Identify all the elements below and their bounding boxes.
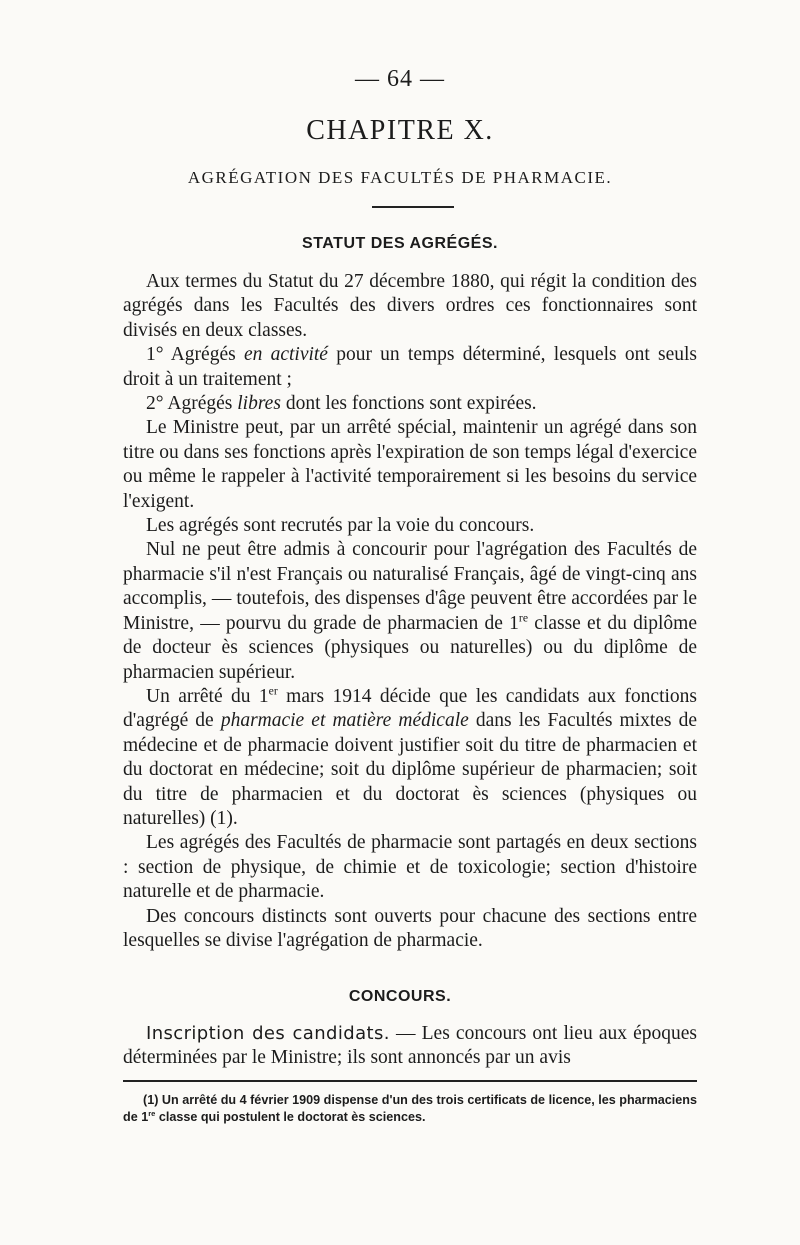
list-number: 1° <box>146 344 164 366</box>
paragraph-9: Des concours distincts sont ouverts pour chacune des sections entre lesquelles se divise l'agrégation de pharmacie. <box>123 905 697 951</box>
body-block-concours <box>123 1022 697 1071</box>
run-in-heading: Inscription des candidats. <box>146 1023 390 1044</box>
emphasis-text: libres <box>237 393 281 415</box>
paragraph-5: Les agrégés sont recrutés par la voie du concours. <box>146 515 535 537</box>
emphasis-text: en activité <box>243 344 328 366</box>
footnote: (1) Un arrêté du 4 février 1909 dispense d'un des trois certificats de licence, les pharmaciens de 1re classe qui postulent le doctorat ès sciences. <box>123 1093 697 1124</box>
paragraph-4: Le Ministre peut, par un arrêté spécial, maintenir un agrégé dans son titre ou dans ses fonctions après l'expiration de son temps légal d'exercice ou même le rappeler à l'activité temporairement si les besoins du service l'exigent. <box>123 417 697 512</box>
paragraph-6: Nul ne peut être admis à concourir pour l'agrégation des Facultés de pharmacie s'il n'est Français ou naturalisé Français, âgé de vingt-cinq ans accomplis, — toutefois, des dispenses d'âge peuvent être accordées par le Ministre, — pourvu du grade de pharmacien de 1re classe et du diplôme de docteur ès sciences (physiques ou naturelles) ou du diplôme de pharmacien supérieur. <box>123 539 698 683</box>
paragraph-3: 2° Agrégés libres dont les fonctions sont expirées. <box>146 393 537 415</box>
paragraph-7: Un arrêté du 1er mars 1914 décide que les candidats aux fonctions d'agrégé de pharmacie et matière médicale dans les Facultés mixtes de médecine et de pharmacie doivent justifier soit du titre de pharmacien et du doctorat en médecine; soit du diplôme supérieur de pharmacien; soit du titre de pharmacien et du doctorat ès sciences (physiques ou naturelles) (1). <box>123 684 698 829</box>
paragraph-10: Inscription des candidats. — Les concours ont lieu aux époques déterminées par le Ministre; ils sont annoncés par un avis <box>123 1023 697 1069</box>
page-number: — 64 — <box>355 66 445 92</box>
chapter-subtitle: AGRÉGATION DES FACULTÉS DE PHARMACIE. <box>187 168 613 187</box>
title-divider <box>372 206 454 208</box>
body-block-statut <box>123 270 697 953</box>
emphasis-text: pharmacie et matière médicale <box>220 710 469 732</box>
paragraph-1: Aux termes du Statut du 27 décembre 1880, qui régit la condition des agrégés dans les Facultés des divers ordres ces fonctionnaires sont divisés en deux classes. <box>123 271 697 341</box>
section-heading-statut: STATUT DES AGRÉGÉS. <box>302 235 498 252</box>
paragraph-2: 1° Agrégés en activité pour un temps déterminé, lesquels ont seuls droit à un traitement ; <box>123 344 697 390</box>
section-heading-concours: CONCOURS. <box>348 988 452 1005</box>
paragraph-8: Les agrégés des Facultés de pharmacie sont partagés en deux sections : section de physique, de chimie et de toxicologie; section d'histoire naturelle et de pharmacie. <box>123 832 697 903</box>
footnote-divider <box>123 1080 697 1082</box>
chapter-title: CHAPITRE X. <box>306 115 494 146</box>
list-number: 2° <box>146 393 164 415</box>
